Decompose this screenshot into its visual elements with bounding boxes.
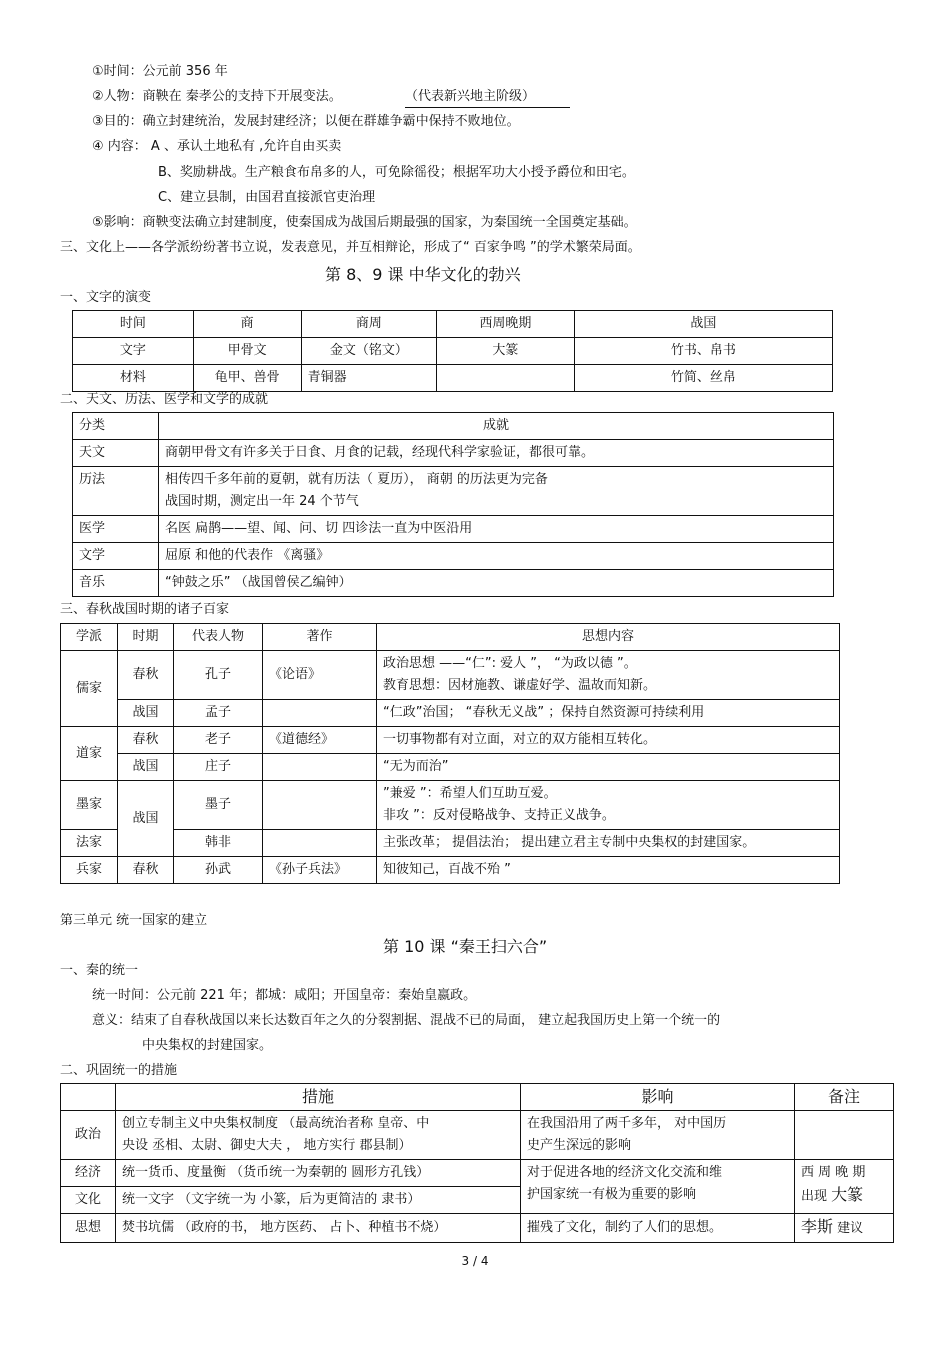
text-line-significance: 意义：结束了自春秋战国以来长达数百年之久的分裂割据、混战不已的局面， 建立起我国历史上第一个统一的 [92, 1013, 721, 1028]
table-cell [263, 700, 377, 727]
table-cell: 战国 [118, 754, 174, 781]
table-cell [263, 781, 377, 830]
table-cell: 老子 [174, 727, 263, 754]
table-cell: 文字 [73, 338, 194, 365]
table-cell: 《孙子兵法》 [263, 857, 377, 884]
table-cell: 韩非 [174, 830, 263, 857]
table-row [61, 754, 840, 781]
lesson-title-8-9: 第 8、9 课 中华文化的勃兴 [325, 265, 521, 284]
table-cell [377, 651, 840, 700]
text-line-culture: 三、文化上——各学派纷纷著书立说，发表意见，并互相辩论，形成了“ 百家争鸣 ”的学术繁荣局面。 [60, 240, 641, 255]
table-cell: “无为而治” [377, 754, 840, 781]
table-cell: “钟鼓之乐” （战国曾侯乙编钟） [159, 570, 834, 597]
table-cell: 龟甲、兽骨 [193, 365, 301, 392]
table-cell [263, 754, 377, 781]
table-cell: 统一货币、度量衡 （货币统一为秦朝的 圆形方孔钱） [116, 1160, 521, 1187]
remark-text: 出现 [801, 1189, 832, 1204]
cell-line: 在我国沿用了两千多年， 对中国历 [527, 1116, 727, 1131]
table-cell: 影响 [521, 1084, 795, 1111]
text-line-content-a: ④ 内容： A 、承认土地私有 ,允许自由买卖 [92, 139, 342, 154]
table-cell: 摧残了文化，制约了人们的思想。 [521, 1214, 795, 1243]
table-cell: 一切事物都有对立面，对立的双方能相互转化。 [377, 727, 840, 754]
table-cell: 文化 [61, 1187, 116, 1214]
cell-line: 战国时期，测定出一年 24 个节气 [165, 494, 359, 509]
cell-line: 非攻 ”：反对侵略战争、支持正义战争。 [383, 808, 615, 823]
table-cell: 春秋 [118, 651, 174, 700]
table-row [73, 338, 833, 365]
table-row [61, 1084, 894, 1111]
table-cell [521, 1160, 795, 1214]
table-cell: 音乐 [73, 570, 159, 597]
table-row [61, 781, 840, 830]
table-row [61, 830, 840, 857]
section-heading-schools: 三、春秋战国时期的诸子百家 [60, 602, 230, 617]
cell-line: 政治思想 ——“仁”: 爱人 ”， “为政以德 ”。 [383, 656, 637, 671]
table-cell: 庄子 [174, 754, 263, 781]
table-cell [795, 1160, 894, 1214]
table-cell: 春秋 [118, 727, 174, 754]
table-cell: 分类 [73, 413, 159, 440]
table-cell [263, 830, 377, 857]
table-row [61, 700, 840, 727]
cell-line: 创立专制主义中央集权制度 （最高统治者称 皇帝、中 [122, 1116, 430, 1131]
achievements-table [72, 412, 834, 597]
table-cell: 材料 [73, 365, 194, 392]
remark-emphasis: 李斯 [801, 1217, 834, 1236]
table-cell: 战国 [118, 700, 174, 727]
table-cell: 孟子 [174, 700, 263, 727]
table-cell: 金文（铭文） [301, 338, 436, 365]
table-cell [116, 1111, 521, 1160]
table-row [61, 651, 840, 700]
text-line-person-note: （代表新兴地主阶级） [405, 89, 536, 104]
table-cell: 成就 [159, 413, 834, 440]
table-row [73, 365, 833, 392]
table-cell: 战国 [118, 781, 174, 857]
text-line-significance-cont: 中央集权的封建国家。 [142, 1038, 273, 1053]
table-cell: 屈原 和他的代表作 《离骚》 [159, 543, 834, 570]
table-row [73, 440, 834, 467]
table-cell: 时期 [118, 624, 174, 651]
section-heading-writing: 一、文字的演变 [60, 290, 152, 305]
table-cell: 孙武 [174, 857, 263, 884]
table-cell: 统一文字 （文字统一为 小篆，后为更简洁的 隶书） [116, 1187, 521, 1214]
table-row [61, 1214, 894, 1243]
table-row [73, 467, 834, 516]
section-heading-unification: 一、秦的统一 [60, 963, 139, 978]
table-cell: 墨子 [174, 781, 263, 830]
table-cell: 主张改革； 提倡法治； 提出建立君主专制中央集权的封建国家。 [377, 830, 840, 857]
table-cell: 战国 [574, 311, 832, 338]
table-row [61, 727, 840, 754]
table-cell: 《论语》 [263, 651, 377, 700]
table-cell: 大篆 [437, 338, 575, 365]
table-cell: 商 [193, 311, 301, 338]
table-cell [795, 1214, 894, 1243]
table-cell: 经济 [61, 1160, 116, 1187]
table-cell: 学派 [61, 624, 118, 651]
cell-line [801, 1184, 887, 1208]
remark-text: 建议 [833, 1221, 864, 1236]
table-cell: 天文 [73, 440, 159, 467]
section-heading-achievements: 二、天文、历法、医学和文学的成就 [60, 392, 269, 407]
text-line-content-c: C、建立县制，由国君直接派官吏治理 [158, 190, 376, 205]
table-row [73, 413, 834, 440]
table-cell [521, 1111, 795, 1160]
table-cell: 《道德经》 [263, 727, 377, 754]
table-cell: 青铜器 [301, 365, 436, 392]
measures-table [60, 1083, 894, 1243]
cell-line: 相传四千多年前的夏朝，就有历法（ 夏历）， 商朝 的历法更为完备 [165, 472, 548, 487]
table-cell: 兵家 [61, 857, 118, 884]
table-cell: 备注 [795, 1084, 894, 1111]
table-cell: 西周晚期 [437, 311, 575, 338]
cell-line: 对于促进各地的经济文化交流和维 [527, 1165, 723, 1180]
table-cell [159, 467, 834, 516]
table-cell: 商周 [301, 311, 436, 338]
table-cell: 知彼知己，百战不殆 ” [377, 857, 840, 884]
table-row [73, 311, 833, 338]
table-row [73, 543, 834, 570]
table-cell: 儒家 [61, 651, 118, 727]
schools-table [60, 623, 840, 884]
table-cell: 时间 [73, 311, 194, 338]
table-cell: 思想 [61, 1214, 116, 1243]
table-cell: 孔子 [174, 651, 263, 700]
table-cell: 道家 [61, 727, 118, 781]
remark-emphasis: 大篆 [831, 1185, 864, 1204]
table-cell [377, 781, 840, 830]
text-line-unification-time: 统一时间：公元前 221 年；都城：咸阳；开国皇帝：秦始皇嬴政。 [92, 988, 477, 1003]
cell-line: 史产生深远的影响 [527, 1138, 632, 1153]
page-number: 3 / 4 [461, 1254, 489, 1268]
table-row [73, 516, 834, 543]
table-cell: 焚书坑儒 （政府的书， 地方医药、 占卜、种植书不烧） [116, 1214, 521, 1243]
table-cell [437, 365, 575, 392]
underline [405, 107, 570, 108]
table-cell: 甲骨文 [193, 338, 301, 365]
unit-heading: 第三单元 统一国家的建立 [60, 913, 208, 928]
table-cell: 历法 [73, 467, 159, 516]
table-row [73, 570, 834, 597]
table-cell [61, 1084, 116, 1111]
table-cell: 竹书、帛书 [574, 338, 832, 365]
cell-line: 央设 丞相、太尉、御史大夫 ， 地方实行 郡县制） [122, 1138, 412, 1153]
table-cell: “仁政”治国； “春秋无义战” ；保持自然资源可持续利用 [377, 700, 840, 727]
text-line-influence: ⑤影响：商鞅变法确立封建制度，使秦国成为战国后期最强的国家，为秦国统一全国奠定基础。 [92, 215, 637, 230]
table-cell: 法家 [61, 830, 118, 857]
table-cell: 著作 [263, 624, 377, 651]
cell-line: 西 周 晚 期 [801, 1165, 866, 1180]
text-line-purpose: ③目的：确立封建统治，发展封建经济；以便在群雄争霸中保持不败地位。 [92, 114, 520, 129]
table-row [61, 1111, 894, 1160]
writing-evolution-table [72, 310, 833, 392]
table-cell: 思想内容 [377, 624, 840, 651]
text-line-content-b: B、奖励耕战。生产粮食布帛多的人，可免除徭役；根据军功大小授予爵位和田宅。 [158, 165, 635, 180]
cell-line: ”兼爱 ”：希望人们互助互爱。 [383, 786, 557, 801]
table-cell [795, 1111, 894, 1160]
table-cell: 措施 [116, 1084, 521, 1111]
text-line-person: ②人物：商鞅在 秦孝公的支持下开展变法。 [92, 89, 342, 104]
table-row [61, 624, 840, 651]
cell-line: 护国家统一有极为重要的影响 [527, 1187, 697, 1202]
lesson-title-10: 第 10 课 “秦王扫六合” [383, 937, 548, 956]
table-cell: 政治 [61, 1111, 116, 1160]
table-row [61, 1160, 894, 1187]
table-cell: 商朝甲骨文有许多关于日食、月食的记载，经现代科学家验证，都很可靠。 [159, 440, 834, 467]
table-cell: 文学 [73, 543, 159, 570]
text-line-time: ①时间：公元前 356 年 [92, 64, 228, 79]
table-cell: 医学 [73, 516, 159, 543]
table-cell: 竹简、丝帛 [574, 365, 832, 392]
table-cell: 春秋 [118, 857, 174, 884]
cell-line: 教育思想：因材施教、谦虚好学、温故而知新。 [383, 678, 657, 693]
table-cell: 墨家 [61, 781, 118, 830]
table-row [61, 857, 840, 884]
section-heading-measures: 二、巩固统一的措施 [60, 1063, 178, 1078]
table-cell: 名医 扁鹊——望、闻、问、切 四诊法一直为中医沿用 [159, 516, 834, 543]
table-cell: 代表人物 [174, 624, 263, 651]
